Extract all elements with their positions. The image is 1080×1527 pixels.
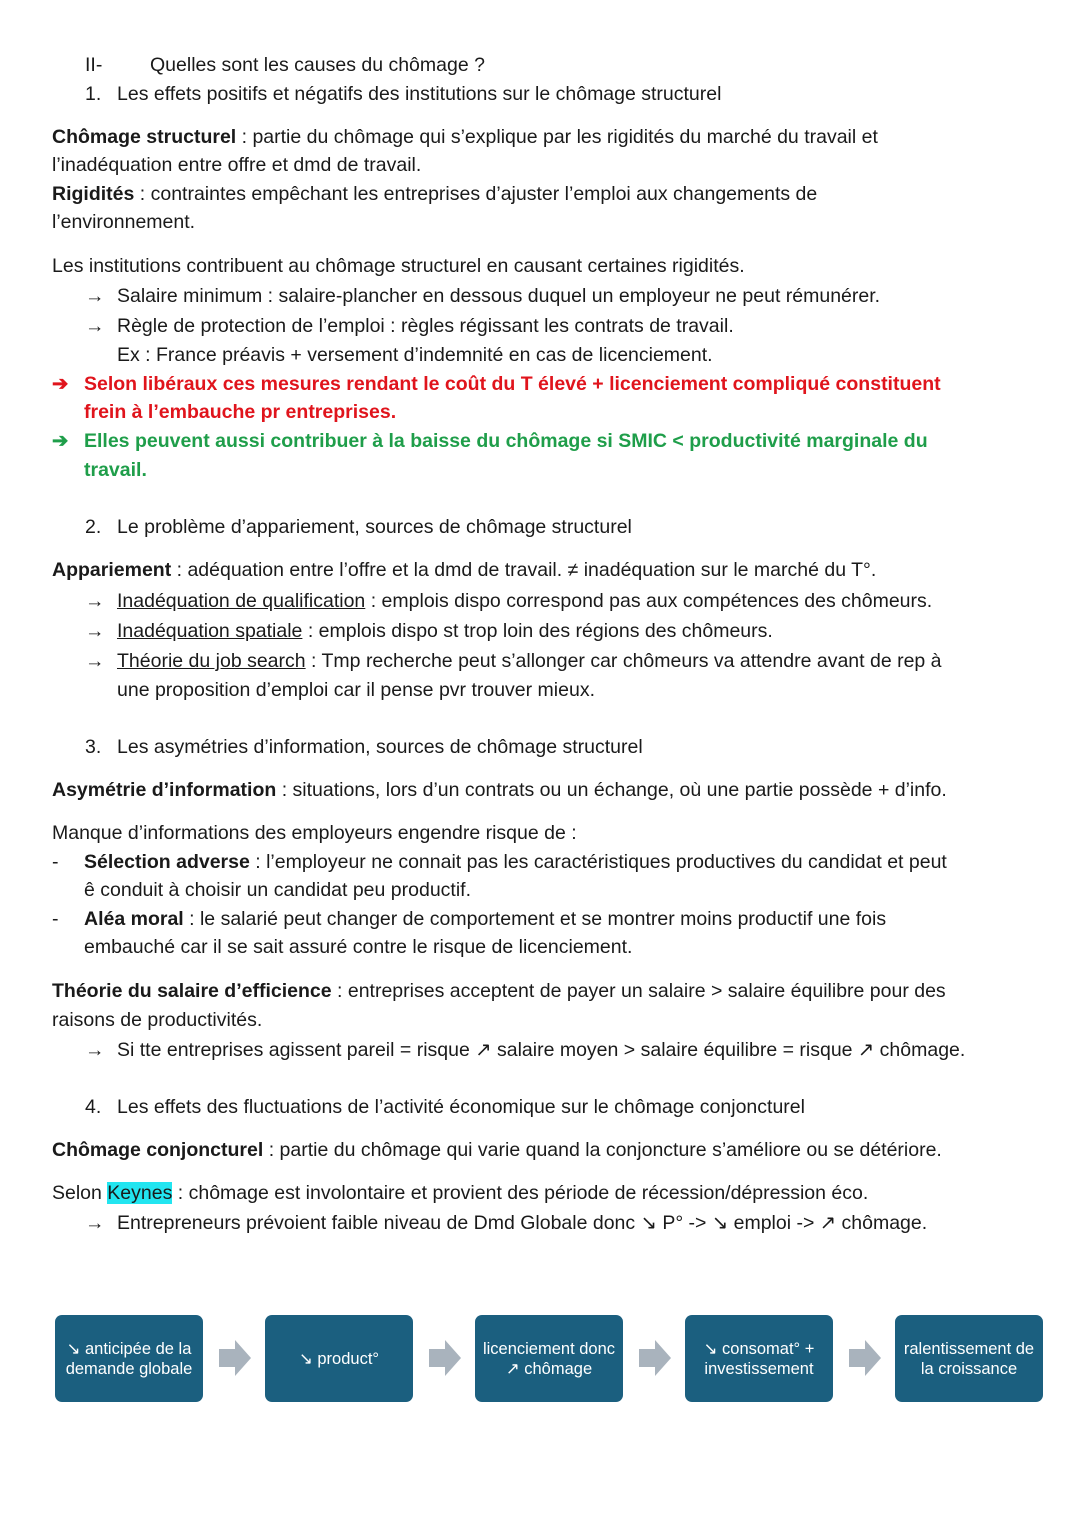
bullet: Règle de protection de l’emploi : règles régissant les contrats de travail. bbox=[117, 315, 734, 337]
bold-arrow-icon: ➔ bbox=[52, 430, 69, 452]
term: Inadéquation spatiale bbox=[117, 620, 303, 642]
subsection-number: 3. bbox=[85, 736, 102, 758]
flow-arrow-icon bbox=[849, 1340, 881, 1376]
list-item bbox=[84, 907, 886, 931]
arrow-icon: → bbox=[85, 590, 105, 612]
bullet: Entrepreneurs prévoient faible niveau de Dmd Globale donc ↘ P° -> ↘ emploi -> ↗ chômage. bbox=[117, 1212, 928, 1234]
term: Aléa moral bbox=[84, 908, 184, 930]
flow-arrow-icon bbox=[219, 1340, 251, 1376]
green-conclusion: Elles peuvent aussi contribuer à la baisse du chômage si SMIC < productivité marginale du bbox=[84, 430, 928, 452]
definition-cont: raisons de productivités. bbox=[52, 1009, 263, 1031]
definition-cont: l’environnement. bbox=[52, 211, 196, 233]
bullet-cont: une proposition d’emploi car il pense pvr trouver mieux. bbox=[117, 679, 595, 701]
red-conclusion-cont: frein à l’embauche pr entreprises. bbox=[84, 401, 397, 423]
subsection-title: Les effets des fluctuations de l’activité économique sur le chômage conjoncturel bbox=[117, 1096, 805, 1118]
definition bbox=[52, 979, 946, 1003]
section-number: II- bbox=[85, 54, 103, 76]
definition bbox=[52, 1138, 942, 1162]
keynes-paragraph bbox=[52, 1181, 868, 1205]
subsection-number: 1. bbox=[85, 83, 102, 105]
flow-step: licenciement donc ↗ chômage bbox=[475, 1315, 623, 1402]
bullet bbox=[117, 589, 932, 613]
definition bbox=[52, 125, 878, 149]
definition-text: : partie du chômage qui s’explique par les rigidités du marché du travail et bbox=[236, 126, 878, 148]
flow-step: ↘ anticipée de la demande globale bbox=[55, 1315, 203, 1402]
arrow-icon: → bbox=[85, 1212, 105, 1234]
definition bbox=[52, 182, 817, 206]
definition-text: : entreprises acceptent de payer un salaire > salaire équilibre pour des bbox=[331, 980, 946, 1002]
bullet bbox=[117, 649, 942, 673]
arrow-icon: → bbox=[85, 650, 105, 672]
definition-text: : situations, lors d’un contrats ou un échange, où une partie possède + d’info. bbox=[276, 779, 947, 801]
bold-arrow-icon: ➔ bbox=[52, 373, 69, 395]
arrow-icon: → bbox=[85, 315, 105, 337]
text: Selon bbox=[52, 1182, 108, 1204]
definition-text: : partie du chômage qui varie quand la conjoncture s’améliore ou se détériore. bbox=[263, 1139, 942, 1161]
list-item-cont: embauché car il se sait assuré contre le risque de licenciement. bbox=[84, 936, 633, 958]
definition-text: : contraintes empêchant les entreprises d’ajuster l’emploi aux changements de bbox=[134, 183, 818, 205]
term: Appariement bbox=[52, 559, 172, 581]
definition bbox=[52, 778, 947, 802]
section-title: Quelles sont les causes du chômage ? bbox=[150, 54, 485, 76]
arrow-icon: → bbox=[85, 1039, 105, 1061]
highlighted-keynes: Keynes bbox=[107, 1182, 173, 1204]
subsection-title: Les effets positifs et négatifs des institutions sur le chômage structurel bbox=[117, 83, 722, 105]
bullet: Si tte entreprises agissent pareil = risque ↗ salaire moyen > salaire équilibre = risque ↗ chômage. bbox=[117, 1039, 966, 1061]
subsection-number: 4. bbox=[85, 1096, 102, 1118]
text: : chômage est involontaire et provient des période de récession/dépression éco. bbox=[172, 1182, 869, 1204]
flow-step: ↘ product° bbox=[265, 1315, 413, 1402]
term: Chômage structurel bbox=[52, 126, 237, 148]
arrow-icon: → bbox=[85, 620, 105, 642]
subsection-title: Le problème d’appariement, sources de chômage structurel bbox=[117, 516, 632, 538]
bullet-text: : Tmp recherche peut s’allonger car chômeurs va attendre avant de rep à bbox=[305, 650, 942, 672]
list-item-cont: ê conduit à choisir un candidat peu productif. bbox=[84, 879, 472, 901]
bullet-text: : emplois dispo st trop loin des régions des chômeurs. bbox=[302, 620, 773, 642]
arrow-icon: → bbox=[85, 285, 105, 307]
definition bbox=[52, 558, 876, 582]
flow-step: ralentissement de la croissance bbox=[895, 1315, 1043, 1402]
paragraph: Manque d’informations des employeurs engendre risque de : bbox=[52, 822, 577, 844]
green-conclusion-cont: travail. bbox=[84, 459, 147, 481]
dash: - bbox=[52, 908, 59, 930]
definition-cont: l’inadéquation entre offre et dmd de travail. bbox=[52, 154, 422, 176]
flow-arrow-icon bbox=[429, 1340, 461, 1376]
term: Asymétrie d’information bbox=[52, 779, 277, 801]
bullet-text: : emplois dispo correspond pas aux compétences des chômeurs. bbox=[365, 590, 933, 612]
list-text: : l’employeur ne connait pas les caractéristiques productives du candidat et peut bbox=[249, 851, 947, 873]
flow-arrow-icon bbox=[639, 1340, 671, 1376]
list-text: : le salarié peut changer de comportement et se montrer moins productif une fois bbox=[183, 908, 887, 930]
subsection-title: Les asymétries d’information, sources de chômage structurel bbox=[117, 736, 643, 758]
paragraph: Les institutions contribuent au chômage structurel en causant certaines rigidités. bbox=[52, 255, 745, 277]
term: Sélection adverse bbox=[84, 851, 250, 873]
term: Chômage conjoncturel bbox=[52, 1139, 264, 1161]
flow-step: ↘ consomat° + investissement bbox=[685, 1315, 833, 1402]
example: Ex : France préavis + versement d’indemnité en cas de licenciement. bbox=[117, 344, 713, 366]
term: Théorie du salaire d’efficience bbox=[52, 980, 332, 1002]
list-item bbox=[84, 850, 947, 874]
bullet: Salaire minimum : salaire-plancher en dessous duquel un employeur ne peut rémunérer. bbox=[117, 285, 881, 307]
definition-text: : adéquation entre l’offre et la dmd de travail. ≠ inadéquation sur le marché du T°. bbox=[171, 559, 877, 581]
term: Rigidités bbox=[52, 183, 135, 205]
subsection-number: 2. bbox=[85, 516, 102, 538]
term: Inadéquation de qualification bbox=[117, 590, 366, 612]
term: Théorie du job search bbox=[117, 650, 306, 672]
bullet bbox=[117, 619, 773, 643]
red-conclusion: Selon libéraux ces mesures rendant le coût du T élevé + licenciement compliqué constituent bbox=[84, 373, 941, 395]
dash: - bbox=[52, 851, 59, 873]
